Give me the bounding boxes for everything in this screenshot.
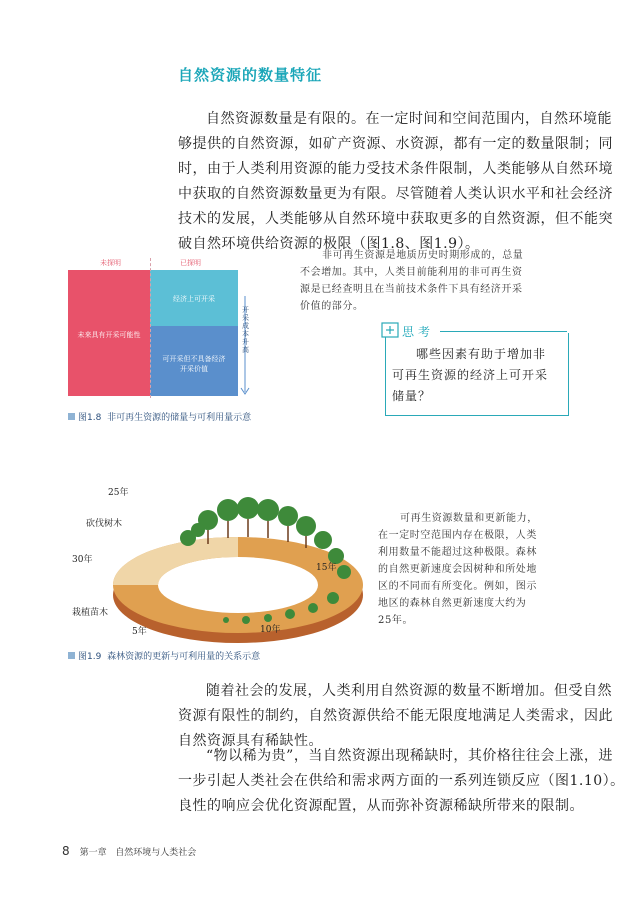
note-line: 价值的部分。 xyxy=(300,301,364,312)
think-line: 储量？ xyxy=(392,389,432,403)
caption-marker xyxy=(68,413,75,420)
note-line: 区的不同而有所变化。例如，图示 xyxy=(378,581,537,592)
chapter-title: 自然环境与人类社会 xyxy=(115,848,197,858)
think-line: 哪些因素有助于增加非 xyxy=(416,347,547,361)
figure-1-9-caption xyxy=(68,649,260,662)
page-footer xyxy=(62,844,196,858)
label-5-years: 5年 xyxy=(132,627,147,637)
caption-text: 非可再生资源的储量与可利用量示意 xyxy=(107,413,252,423)
paragraph-price xyxy=(178,744,625,819)
uneconomic-label: 可开采但不具备经济开采价值 xyxy=(162,355,226,373)
text-line: 时，由于人类利用资源的能力受技术条件限制，人类能够从自然环境 xyxy=(178,161,613,177)
label-25-years: 25年 xyxy=(108,488,129,498)
label-10-years: 10年 xyxy=(260,625,281,635)
text-line: 随着社会的发展，人类利用自然资源的数量不断增加。但受自然 xyxy=(206,683,612,699)
note-line: 不会增加。其中，人类目前能利用的非可再生资 xyxy=(300,267,523,278)
label-cut-trees: 砍伐树木 xyxy=(86,519,123,529)
think-line: 可再生资源的经济上可开采 xyxy=(392,368,549,382)
note-renewable xyxy=(378,510,538,629)
text-line: 资源有限性的制约，自然资源供给不能无限度地满足人类需求，因此 xyxy=(178,708,613,724)
note-line: 源是已经查明且在当前技术条件下具有经济开采 xyxy=(300,284,523,295)
note-line: 在一定时空范围内存在极限，人类 xyxy=(378,530,537,541)
text-line: “物以稀为贵”，当自然资源出现稀缺时，其价格往往会上涨，进 xyxy=(206,748,613,764)
note-line: 的自然更新速度会因树种和所处地 xyxy=(378,564,537,575)
think-icon xyxy=(379,320,401,340)
paragraph-scarcity xyxy=(178,679,613,754)
page-number: 8 xyxy=(62,844,70,858)
column-header-unexplored: 未探明 xyxy=(100,259,121,267)
note-line: 25年。 xyxy=(378,615,414,626)
note-line: 可再生资源数量和更新能力， xyxy=(400,513,538,524)
unexplored-label: 未来具有开采可能性 xyxy=(77,331,141,339)
column-header-explored: 已探明 xyxy=(180,259,201,267)
chapter-number: 第一章 xyxy=(79,848,107,858)
think-question xyxy=(392,344,572,407)
label-15-years: 15年 xyxy=(316,563,337,573)
note-line: 利用数量不能超过这种极限。森林 xyxy=(378,547,537,558)
text-line: 破自然环境供给资源的极限（图1.8、图1.9）。 xyxy=(178,236,480,252)
text-line: 良性的响应会优化资源配置，从而弥补资源稀缺所带来的限制。 xyxy=(178,798,584,814)
text-line: 够提供的自然资源，如矿产资源、水资源，都有一定的数量限制；同 xyxy=(178,136,613,152)
forest-ring-illustration xyxy=(108,480,378,645)
figure-1-8-caption xyxy=(68,410,251,423)
note-nonrenewable xyxy=(300,247,523,315)
text-line: 自然资源数量是有限的。在一定时间和空间范围内，自然环境能 xyxy=(206,111,612,127)
economic-label: 经济上可开采 xyxy=(173,295,215,303)
think-rule xyxy=(440,331,567,332)
caption-number: 图1.9 xyxy=(78,652,102,662)
text-line: 一步引起人类社会在供给和需求两方面的一系列连锁反应（图1.10）。 xyxy=(178,773,625,789)
figure-1-8 xyxy=(68,258,294,408)
think-title: 思考 xyxy=(402,325,435,339)
label-30-years: 30年 xyxy=(72,555,93,565)
note-line: 非可再生资源是地质历史时期形成的，总量 xyxy=(322,250,524,261)
caption-number: 图1.8 xyxy=(78,413,102,423)
text-line: 中获取的自然资源数量更为有限。尽管随着人类认识水平和社会经济 xyxy=(178,186,613,202)
text-line: 自然资源具有稀缺性。 xyxy=(178,733,323,749)
figure-1-9 xyxy=(68,460,368,645)
caption-text: 森林资源的更新与可利用量的关系示意 xyxy=(107,652,261,662)
text-line: 技术的发展，人类能够从自然环境中获取更多的自然资源，但不能突 xyxy=(178,211,613,227)
divider-line xyxy=(150,258,151,398)
note-line: 地区的森林自然更新速度大约为 xyxy=(378,598,527,609)
intro-paragraph xyxy=(178,107,613,257)
cost-arrow-label: 开采成本升高 xyxy=(242,306,249,354)
caption-marker xyxy=(68,652,75,659)
section-title: 自然资源的数量特征 xyxy=(178,66,323,84)
label-plant-seedlings: 栽植苗木 xyxy=(72,608,109,618)
